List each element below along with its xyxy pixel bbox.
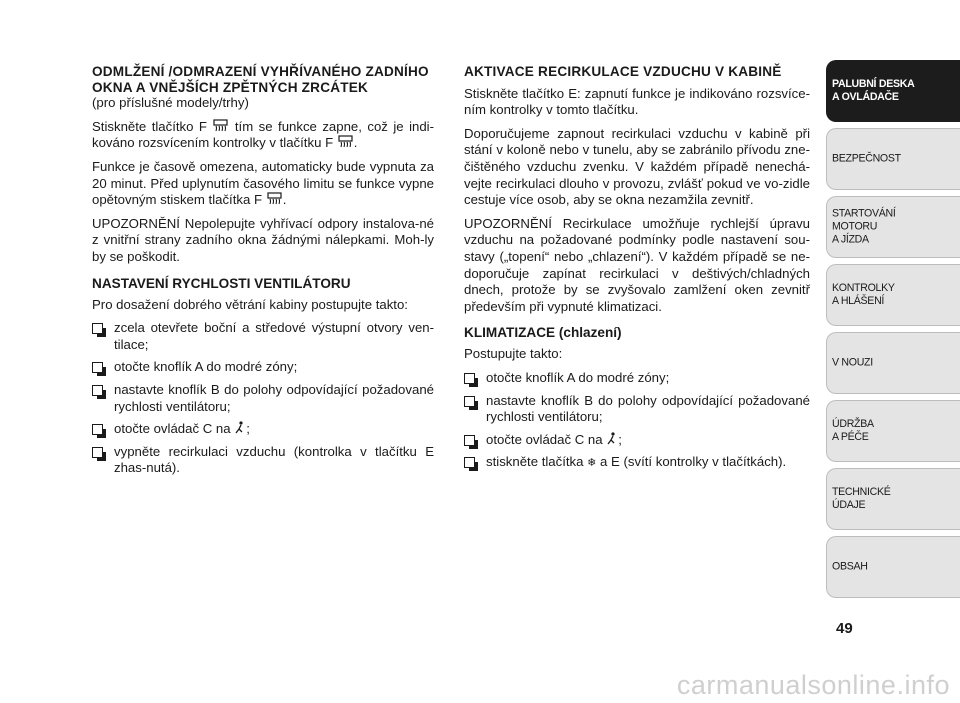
list-item-suffix: ; bbox=[246, 421, 250, 437]
chapter-tabs bbox=[826, 60, 960, 604]
recirculation-warning: UPOZORNĚNÍ Recirkulace umožňuje rychlejší úpravu vzduchu na požadované podmínky podle nastavení sou-stavy („topení“ nebo „chlazení“). V každém případě se ne-doporučuje zapínat recirkulaci v deštivých/chladných dnech, protože by se zvyšovalo zamlžení oken zevnitř především při vypnuté klimatizaci. bbox=[464, 215, 810, 314]
checkbox-bullet-icon bbox=[92, 323, 103, 334]
list-item-text: otočte knoflík A do modré zóny; bbox=[114, 359, 298, 375]
defrost-heading: ODMLŽENÍ /ODMRAZENÍ VYHŘÍVANÉHO ZADNÍHO OKNA A VNĚJŠÍCH ZPĚTNÝCH ZRCÁTEK bbox=[92, 64, 429, 95]
list-item bbox=[92, 320, 434, 353]
tab-label: BEZPEČNOST bbox=[832, 152, 901, 165]
defrost-p1-text-a: Stiskněte tlačítko F bbox=[92, 118, 207, 134]
air-conditioning-intro: Postupujte takto: bbox=[464, 346, 563, 362]
checkbox-bullet-icon bbox=[464, 435, 475, 446]
right-column bbox=[464, 64, 810, 478]
defrost-p2-text-b: . bbox=[282, 192, 287, 208]
rear-window-heater-icon bbox=[213, 119, 228, 132]
checkbox-bullet-icon bbox=[92, 385, 103, 396]
tab-contents[interactable] bbox=[826, 536, 960, 598]
defrost-paragraph-1 bbox=[92, 119, 434, 152]
fan-speed-heading: NASTAVENÍ RYCHLOSTI VENTILÁTORU bbox=[92, 275, 351, 291]
defrost-p1-text-b: tím se funkce zapne, což je indi-kováno rozsvícením kontrolky v tlačítku F bbox=[92, 118, 434, 151]
fan-speed-intro: Pro dosažení dobrého větrání kabiny postupujte takto: bbox=[92, 296, 408, 312]
watermark: carmanualsonline.info bbox=[676, 670, 950, 700]
air-conditioning-heading: KLIMATIZACE (chlazení) bbox=[464, 325, 622, 341]
list-item-text: vypněte recirkulaci vzduchu (kontrolka v tlačítku E zhas-nutá). bbox=[114, 443, 434, 476]
checkbox-bullet-icon bbox=[464, 396, 475, 407]
tab-starting-driving[interactable] bbox=[826, 196, 960, 258]
snowflake-icon: ❄ bbox=[587, 457, 597, 470]
tab-label: PALUBNÍ DESKA A OVLÁDAČE bbox=[832, 78, 915, 103]
list-item bbox=[464, 432, 810, 449]
list-item-text: otočte knoflík A do modré zóny; bbox=[486, 369, 670, 385]
defrost-warning: UPOZORNĚNÍ Nepolepujte vyhřívací odpory instalova-né z vnitřní strany zadního okna žádnými nálepkami. Moh-ly by se poškodit. bbox=[92, 215, 434, 264]
list-item-text: stiskněte tlačítka bbox=[486, 454, 584, 470]
checkbox-bullet-icon bbox=[464, 457, 475, 468]
fan-speed-list bbox=[92, 320, 434, 477]
defrost-p1-text-c: . bbox=[353, 135, 358, 151]
list-item-suffix: ; bbox=[618, 431, 622, 447]
tab-emergency[interactable] bbox=[826, 332, 960, 394]
air-to-feet-icon bbox=[235, 421, 245, 434]
rear-window-heater-icon bbox=[338, 135, 353, 148]
list-item-text: otočte ovládač C na bbox=[486, 431, 603, 447]
list-item bbox=[464, 454, 810, 472]
list-item-text: otočte ovládač C na bbox=[114, 421, 231, 437]
list-item-text: nastavte knoflík B do polohy odpovídající požadované rychlosti ventilátoru; bbox=[114, 381, 434, 414]
air-conditioning-list bbox=[464, 370, 810, 472]
tab-maintenance[interactable] bbox=[826, 400, 960, 462]
list-item-text: nastavte knoflík B do polohy odpovídající požadované rychlosti ventilátoru; bbox=[486, 392, 810, 425]
page-number: 49 bbox=[836, 620, 853, 637]
left-column bbox=[92, 64, 434, 483]
tab-safety[interactable] bbox=[826, 128, 960, 190]
checkbox-bullet-icon bbox=[92, 424, 103, 435]
checkbox-bullet-icon bbox=[464, 373, 475, 384]
checkbox-bullet-icon bbox=[92, 362, 103, 373]
defrost-paragraph-2 bbox=[92, 159, 434, 209]
tab-dashboard-controls[interactable] bbox=[826, 60, 960, 122]
list-item bbox=[464, 393, 810, 426]
list-item bbox=[92, 359, 434, 376]
list-item bbox=[92, 382, 434, 415]
list-item-suffix: a E (svítí kontrolky v tlačítkách). bbox=[600, 454, 787, 470]
tab-label: ÚDRŽBA A PÉČE bbox=[832, 418, 874, 443]
tab-label: OBSAH bbox=[832, 560, 868, 573]
defrost-subtitle: (pro příslušné modely/trhy) bbox=[92, 95, 249, 111]
air-to-feet-icon bbox=[607, 432, 617, 445]
tab-technical-data[interactable] bbox=[826, 468, 960, 530]
recirculation-paragraph-2: Doporučujeme zapnout recirkulaci vzduchu v kabině při stání v koloně nebo v tunelu, aby se zabránilo přívodu zne-čištěného vzduchu zvenku. V každém případě nenechá-vejte recirkulaci dlouho v provozu, zvlášť pokud ve vo-zidle cestuje více osob, aby se okna nezamžila zevnitř. bbox=[464, 125, 810, 208]
list-item bbox=[464, 370, 810, 387]
list-item bbox=[92, 444, 434, 477]
rear-window-heater-icon bbox=[267, 192, 282, 205]
tab-label: KONTROLKY A HLÁŠENÍ bbox=[832, 282, 895, 307]
list-item bbox=[92, 421, 434, 438]
tab-label: TECHNICKÉ ÚDAJE bbox=[832, 486, 891, 511]
list-item-text: zcela otevřete boční a středové výstupní otvory ven-tilace; bbox=[114, 320, 434, 352]
checkbox-bullet-icon bbox=[92, 447, 103, 458]
recirculation-heading: AKTIVACE RECIRKULACE VZDUCHU V KABINĚ bbox=[464, 64, 782, 79]
tab-warning-lights[interactable] bbox=[826, 264, 960, 326]
tab-label: STARTOVÁNÍ MOTORU A JÍZDA bbox=[832, 207, 896, 246]
defrost-p2-text-a: Funkce je časově omezena, automaticky bude vypnuta za 20 minut. Před uplynutím časového limitu se funkce vypne opětovným stiskem tlačítka F bbox=[92, 158, 434, 208]
tab-label: V NOUZI bbox=[832, 356, 873, 369]
recirculation-paragraph-1: Stiskněte tlačítko E: zapnutí funkce je indikováno rozsvíce-ním kontrolky v tomto tlačítku. bbox=[464, 85, 810, 118]
